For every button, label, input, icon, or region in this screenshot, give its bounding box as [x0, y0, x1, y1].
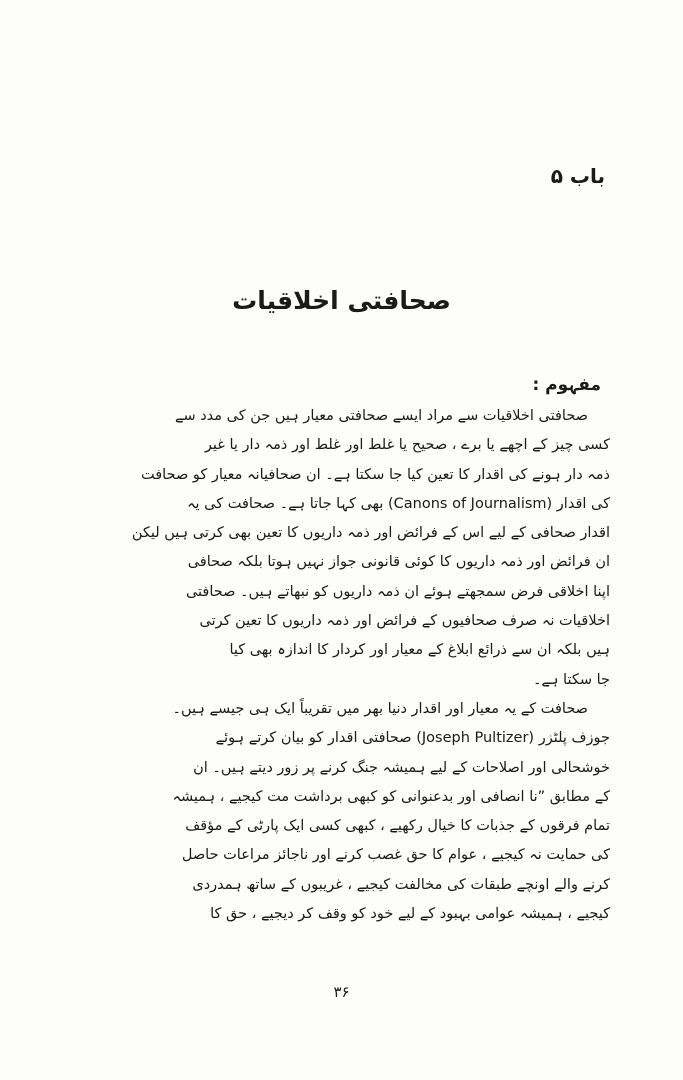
text-line: کسی چیز کے اچھے یا برے ، صحیح یا غلط اور غلط اور ذمہ دار یا غیر	[204, 437, 610, 454]
text-line: کے مطابق ”نا انصافی اور بدعنوانی کو کبھی برداشت مت کیجیے ، ہمیشہ	[172, 788, 610, 805]
text-line: ان فرائض اور ذمہ داریوں کا کوئی قانونی جواز نہیں ہوتا بلکہ صحافی	[187, 554, 610, 571]
text-line: جا سکتا ہے۔	[532, 671, 610, 688]
text-line: ہیں بلکہ ان سے ذرائع ابلاغ کے معیار اور کردار کا اندازہ بھی کیا	[229, 642, 610, 659]
text-line: صحافت کے یہ معیار اور اقدار دنیا بھر میں تقریباً ایک ہی جیسے ہیں۔	[172, 700, 588, 717]
page-number: ۳۶	[333, 983, 350, 1001]
text-line: ذمہ دار ہونے کی اقدار کا تعین کیا جا سکتا ہے۔ ان صحافیانہ معیار کو صحافت	[141, 466, 610, 483]
body-text	[48, 402, 610, 929]
text-line: اقدار صحافی کے لیے اس کے فرائض اور ذمہ داریوں کا تعین بھی کرتی ہیں لیکن	[131, 525, 610, 542]
text-line: اپنا اخلاقی فرض سمجھتے ہوئے ان ذمہ داریوں کو نبھاتے ہیں۔ صحافتی	[185, 583, 610, 600]
text-line: کیجیے ، ہمیشہ عوامی بہبود کے لیے خود کو وقف کر دیجیے ، حق کا	[210, 906, 610, 923]
text-line: کی اقدار (Canons of Journalism) بھی کہا جاتا ہے۔ صحافت کی یہ	[187, 495, 610, 512]
text-line: کرنے والے اونچے طبقات کی مخالفت کیجیے ، غریبوں کے ساتھ ہمدردی	[192, 876, 610, 893]
text-line: تمام فرقوں کے جذبات کا خیال رکھیے ، کبھی کسی ایک پارٹی کے مؤقف	[185, 818, 610, 835]
page-title: صحافتی اخلاقیات	[232, 286, 451, 315]
text-line: صحافتی اخلاقیات سے مراد ایسے صحافتی معیار ہیں جن کی مدد سے	[174, 408, 588, 424]
section-heading: مفہوم :	[532, 375, 601, 395]
chapter-label: باب ۵	[550, 164, 605, 188]
text-line: اخلاقیات نہ صرف صحافیوں کے فرائض اور ذمہ داریوں کا تعین کرتی	[199, 613, 610, 630]
text-line: کی حمایت نہ کیجیے ، عوام کا حق غصب کرنے اور ناجائز مراعات حاصل	[181, 847, 610, 864]
text-line: جوزف پلٹزر (Joseph Pultizer) صحافتی اقدار کو بیان کرتے ہوئے	[215, 730, 610, 747]
text-line: خوشحالی اور اصلاحات کے لیے ہمیشہ جنگ کرنے پر زور دیتے ہیں۔ ان	[193, 759, 610, 776]
